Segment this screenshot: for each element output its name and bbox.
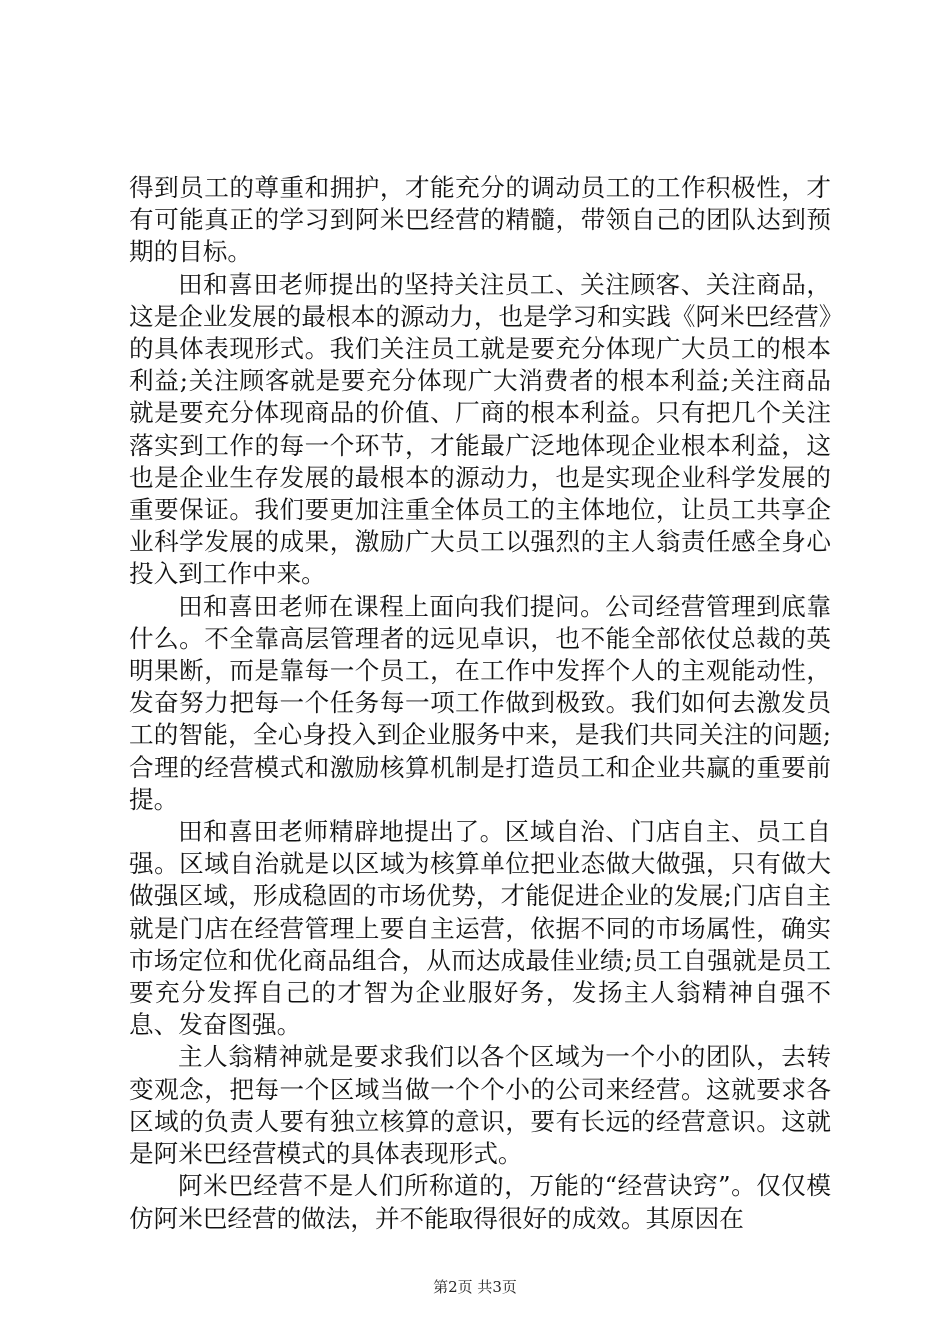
paragraph-three-focuses: 田和喜田老师提出的坚持关注员工、关注顾客、关注商品，这是企业发展的最根本的源动力，也是学习和实践《阿米巴经营》的具体表现形式。我们关注员工就是要充分体现广大员工的根本利益;关注顾客就是要充分体现广大消费者的根本利益;关注商品就是要充分体现商品的价值、厂商的根本利益。只有把几个关注落实到工作的每一个环节，才能最广泛地体现企业根本利益，这也是企业生存发展的最根本的源动力，也是实现企业科学发展的重要保证。我们要更加注重全体员工的主体地位，让员工共享企业科学发展的成果，激励广大员工以强烈的主人翁责任感全身心投入到工作中来。	[129, 269, 831, 589]
paragraph-ownership-spirit: 主人翁精神就是要求我们以各个区域为一个小的团队，去转变观念，把每一个区域当做一个个小的公司来经营。这就要求各区域的负责人要有独立核算的意识，要有长远的经营意识。这就是阿米巴经营模式的具体表现形式。	[129, 1042, 831, 1169]
paragraph-continuation: 得到员工的尊重和拥护，才能充分的调动员工的工作积极性，才有可能真正的学习到阿米巴经营的精髓，带领自己的团队达到预期的目标。	[129, 173, 831, 267]
paragraph-amoeba-not-trick: 阿米巴经营不是人们所称道的，万能的“经营诀窍”。仅仅模仿阿米巴经营的做法，并不能取得很好的成效。其原因在	[129, 1171, 831, 1233]
page-footer: 第2页 共3页	[433, 1278, 517, 1296]
paragraph-regional-autonomy: 田和喜田老师精辟地提出了。区域自治、门店自主、员工自强。区域自治就是以区域为核算单位把业态做大做强，只有做大做强区域，形成稳固的市场优势，才能促进企业的发展;门店自主就是门店在经营管理上要自主运营，依据不同的市场属性，确实市场定位和优化商品组合，从而达成最佳业绩;员工自强就是员工要充分发挥自己的才智为企业服好务，发扬主人翁精神自强不息、发奋图强。	[129, 817, 831, 1040]
body-text	[129, 172, 831, 1235]
paragraph-management-question: 田和喜田老师在课程上面向我们提问。公司经营管理到底靠什么。不全靠高层管理者的远见卓识，也不能全部依仗总裁的英明果断，而是靠每一个员工，在工作中发挥个人的主观能动性，发奋努力把每一个任务每一项工作做到极致。我们如何去激发员工的智能，全心身投入到企业服务中来，是我们共同关注的问题;合理的经营模式和激励核算机制是打造员工和企业共赢的重要前提。	[129, 591, 831, 814]
